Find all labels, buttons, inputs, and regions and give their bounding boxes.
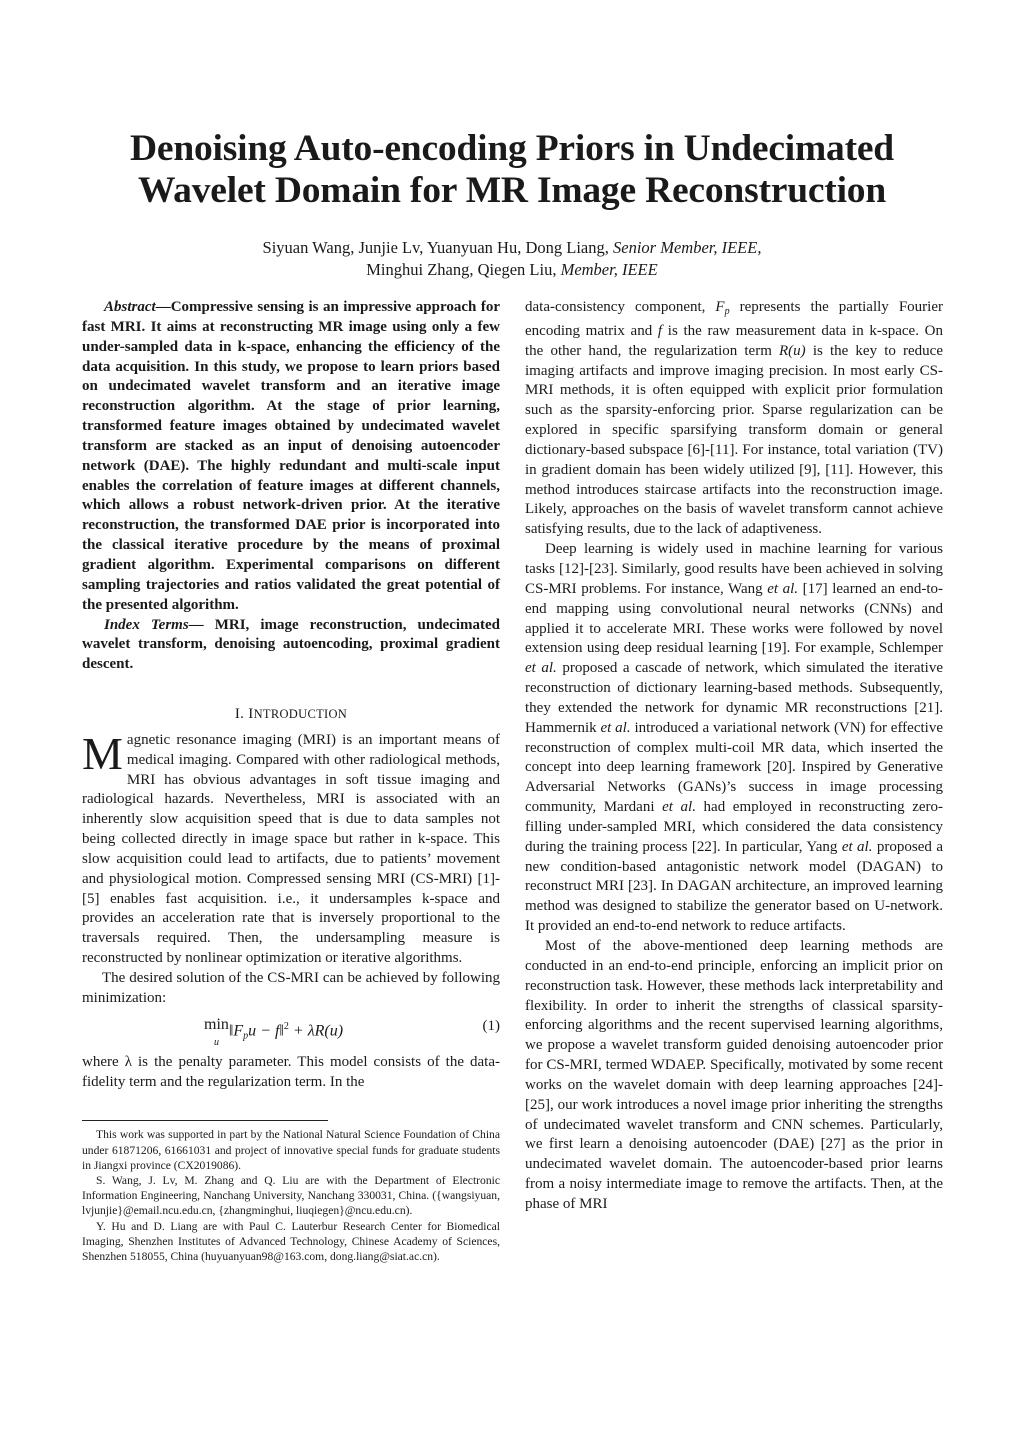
rp2-c: proposed a cascade of network, which simulated the iterative reconstruction of dictionary learning-based methods. Subsequently, they extended the network for dynamic MR reconstructions [21]. Hammernik bbox=[525, 660, 943, 736]
section-numeral: I. bbox=[234, 706, 249, 723]
eq-min: min bbox=[204, 1015, 229, 1033]
eq-sup: 2 bbox=[283, 1020, 289, 1032]
equation-expression bbox=[204, 1017, 343, 1051]
rp2-e: had employed in reconstructing zero-filling under-sampled MRI, which considered the data consistency during the training process [22]. In particular, Yang bbox=[525, 799, 943, 855]
abstract bbox=[82, 298, 500, 616]
title-line-2: Wavelet Domain for MR Image Reconstruction bbox=[137, 170, 887, 211]
abstract-dash: — bbox=[155, 299, 171, 315]
rp2-etal-5: et al. bbox=[841, 838, 873, 855]
equation-number: (1) bbox=[482, 1017, 500, 1034]
author-names-2: Minghui Zhang, Qiegen Liu, bbox=[366, 260, 557, 279]
rp2-a: Deep learning is widely used in machine learning for various tasks [12]-[23]. Similarly, good results have been achieved in solving CS-MRI problems. For instance, Wang bbox=[525, 541, 943, 597]
author-list bbox=[60, 237, 964, 281]
rp1-b: represents the partially Fourier encoding matrix and bbox=[525, 299, 943, 339]
section-title-first: I bbox=[248, 706, 254, 723]
right-paragraph-1 bbox=[525, 298, 943, 540]
rp2-d: introduced a variational network (VN) for effective reconstruction of complex multi-coil MR data, which inserted the concept into deep learning framework [20]. Inspired by Generative Adversarial Networks (GANs)’s success in image processing community, Mardani bbox=[525, 719, 943, 816]
drop-cap: M bbox=[82, 727, 123, 779]
section-title-rest: NTRODUCTION bbox=[253, 707, 348, 722]
intro-paragraph-1 bbox=[82, 727, 500, 969]
author-line-1 bbox=[60, 237, 964, 259]
rp2-etal-4: et al. bbox=[662, 799, 696, 816]
section-heading-introduction bbox=[82, 705, 500, 725]
rp2-etal-3: et al. bbox=[600, 719, 631, 736]
right-paragraph-2 bbox=[525, 540, 943, 937]
title-line-1: Denoising Auto-encoding Priors in Undecimated bbox=[130, 128, 894, 169]
author-line-2 bbox=[60, 259, 964, 281]
rp1-Fp: F bbox=[715, 299, 725, 315]
footnote-affiliation-1: S. Wang, J. Lv, M. Zhang and Q. Liu are with the Department of Electronic Information Engineering, Nanchang University, Nanchang 330031, China. ({wangsiyuan, lvjunjie}@email.ncu.edu.cn, {zhangminghui, liuqiegen}@ncu.edu.cn). bbox=[82, 1173, 500, 1218]
rp2-f: proposed a new condition-based antagonistic network model (DAGAN) to reconstruct MRI [23]. In DAGAN architecture, an improved learning method was designed to stabilize the generator based on U-network. It provided an end-to-end network to reduce artifacts. bbox=[525, 838, 943, 935]
index-terms-text: MRI, image reconstruction, undecimated wavelet transform, denoising autoencoding, proximal gradient descent. bbox=[82, 616, 501, 673]
equation-1 bbox=[82, 1011, 500, 1053]
eq-sub: p bbox=[243, 1030, 249, 1042]
author-role-2: Member, IEEE bbox=[560, 260, 658, 279]
footnote-affiliation-2: Y. Hu and D. Liang are with Paul C. Lauterbur Research Center for Biomedical Imaging, Shenzhen Institutes of Advanced Technology, Chinese Academy of Sciences, Shenzhen 518055, China (huyuanyuan98@163.com, dong.liang@siat.ac.cn). bbox=[82, 1219, 500, 1263]
left-column bbox=[82, 298, 500, 1264]
footnote-rule bbox=[82, 1120, 328, 1121]
abstract-text: Compressive sensing is an impressive approach for fast MRI. It aims at reconstructing MR image using only a few under-sampled data in k-space, enhancing the efficiency of the data acquisition. In this study, we propose to learn priors based on undecimated wavelet transform and an iterative image reconstruction algorithm. At the stage of prior learning, transformed feature images obtained by undecimated wavelet transform are stacked as an input of denoising autoencoder network (DAE). The highly redundant and multi-scale input enables the correlation of feature images at different channels, which allows a robust network-driven prior. At the iterative reconstruction, the transformed DAE prior is incorporated into the classical iterative procedure by the means of proximal gradient algorithm. Experimental comparisons on different sampling trajectories and ratios validated the great potential of the presented algorithm. bbox=[82, 299, 500, 613]
intro-paragraph-2: The desired solution of the CS-MRI can be achieved by following minimization: bbox=[82, 970, 500, 1006]
rp1-f: f bbox=[657, 322, 663, 339]
intro-p1-text: agnetic resonance imaging (MRI) is an important means of medical imaging. Compared with other radiological methods, MRI has obvious advantages in soft tissue imaging and radiological hazards. Nevertheless, MRI is associated with an inherently slow acquisition speed that is due to data samples not being collected directly in image space but rather in k-space. This slow acquisition could lead to artifacts, due to patients’ movement and physiological motion. Compressed sensing MRI (CS-MRI) [1]-[5] enables fast acquisition. i.e., it undersamples k-space and provides an acceleration rate that is inversely proportional to the traversals required. Then, the undersampling measure is reconstructed by nonlinear optimization or iterative algorithms. bbox=[82, 731, 500, 967]
right-column bbox=[525, 298, 943, 1215]
author-role-1: Senior Member, IEEE, bbox=[613, 238, 762, 257]
index-terms-dash: — bbox=[188, 616, 204, 633]
intro-paragraph-3: where λ is the penalty parameter. This model consists of the data-fidelity term and the regularization term. In the bbox=[82, 1053, 500, 1090]
rp1-R: R(u) bbox=[779, 342, 806, 359]
right-paragraph-3: Most of the above-mentioned deep learning methods are conducted in an end-to-end principle, enforcing an implicit prior on reconstruction task. However, these methods lack interpretability and flexibility. In order to inherit the strengths of classical sparsity-enforcing algorithms and the recent supervised learning algorithms, we propose a wavelet transform guided denoising autoencoder prior for CS-MRI, termed WDAEP. Specifically, motivated by some recent works on the wavelet domain with deep learning approaches [24]-[25], our work introduces a novel image prior inheriting the strengths of undecimated wavelet transform and CNN schemes. Particularly, we first learn a denoising autoencoder (DAE) [27] as the prior in undecimated wavelet domain. The autoencoder-based prior learns from a noisy intermediate image to remove the artifacts. Then, at the phase of MRI bbox=[525, 938, 943, 1212]
footnote-funding: This work was supported in part by the National Natural Science Foundation of China under 61871206, 61661031 and project of innovative special funds for graduate students in Jiangxi province (CX2019086). bbox=[82, 1128, 500, 1172]
eq-tail: + λR(u) bbox=[288, 1022, 344, 1040]
eq-body: ‖F bbox=[228, 1022, 244, 1040]
eq-min-sub: u bbox=[213, 1036, 219, 1048]
rp2-b: [17] learned an end-to-end mapping using convolutional neural networks (CNNs) and applied it to accelerate MRI. These works were followed by novel extension using deep residual learning [19]. For example, Schlemper bbox=[525, 580, 943, 657]
paper-title bbox=[60, 128, 964, 212]
index-terms-label: Index Terms bbox=[104, 616, 189, 633]
rp1-a: data-consistency component, bbox=[525, 299, 716, 315]
rp2-etal-2: et al. bbox=[525, 660, 557, 677]
author-names-1: Siyuan Wang, Junjie Lv, Yuanyuan Hu, Dong Liang, bbox=[262, 238, 609, 257]
eq-body2: u − f‖ bbox=[248, 1022, 284, 1040]
rp2-etal-1: et al. bbox=[767, 580, 799, 597]
rp1-d: is the key to reduce imaging artifacts and improve imaging precision. In most early CS-MRI methods, it is often equipped with explicit prior formulation such as the sparsity-enforcing prior. Sparse regularization can be explored in specific sparsifying transform domain or general dictionary-based subspace [6]-[11]. For instance, total variation (TV) in gradient domain has been widely utilized [9], [11]. However, this method introduces staircase artifacts into the reconstruction image. Likely, approaches on the basis of wavelet transform cannot achieve satisfying results, due to the lack of adaptiveness. bbox=[525, 342, 943, 538]
index-terms bbox=[82, 616, 500, 676]
abstract-label: Abstract bbox=[104, 299, 156, 315]
rp1-Fp-sub: p bbox=[724, 306, 730, 317]
rp1-c: is the raw measurement data in k-space. On the other hand, the regularization term bbox=[525, 322, 944, 359]
